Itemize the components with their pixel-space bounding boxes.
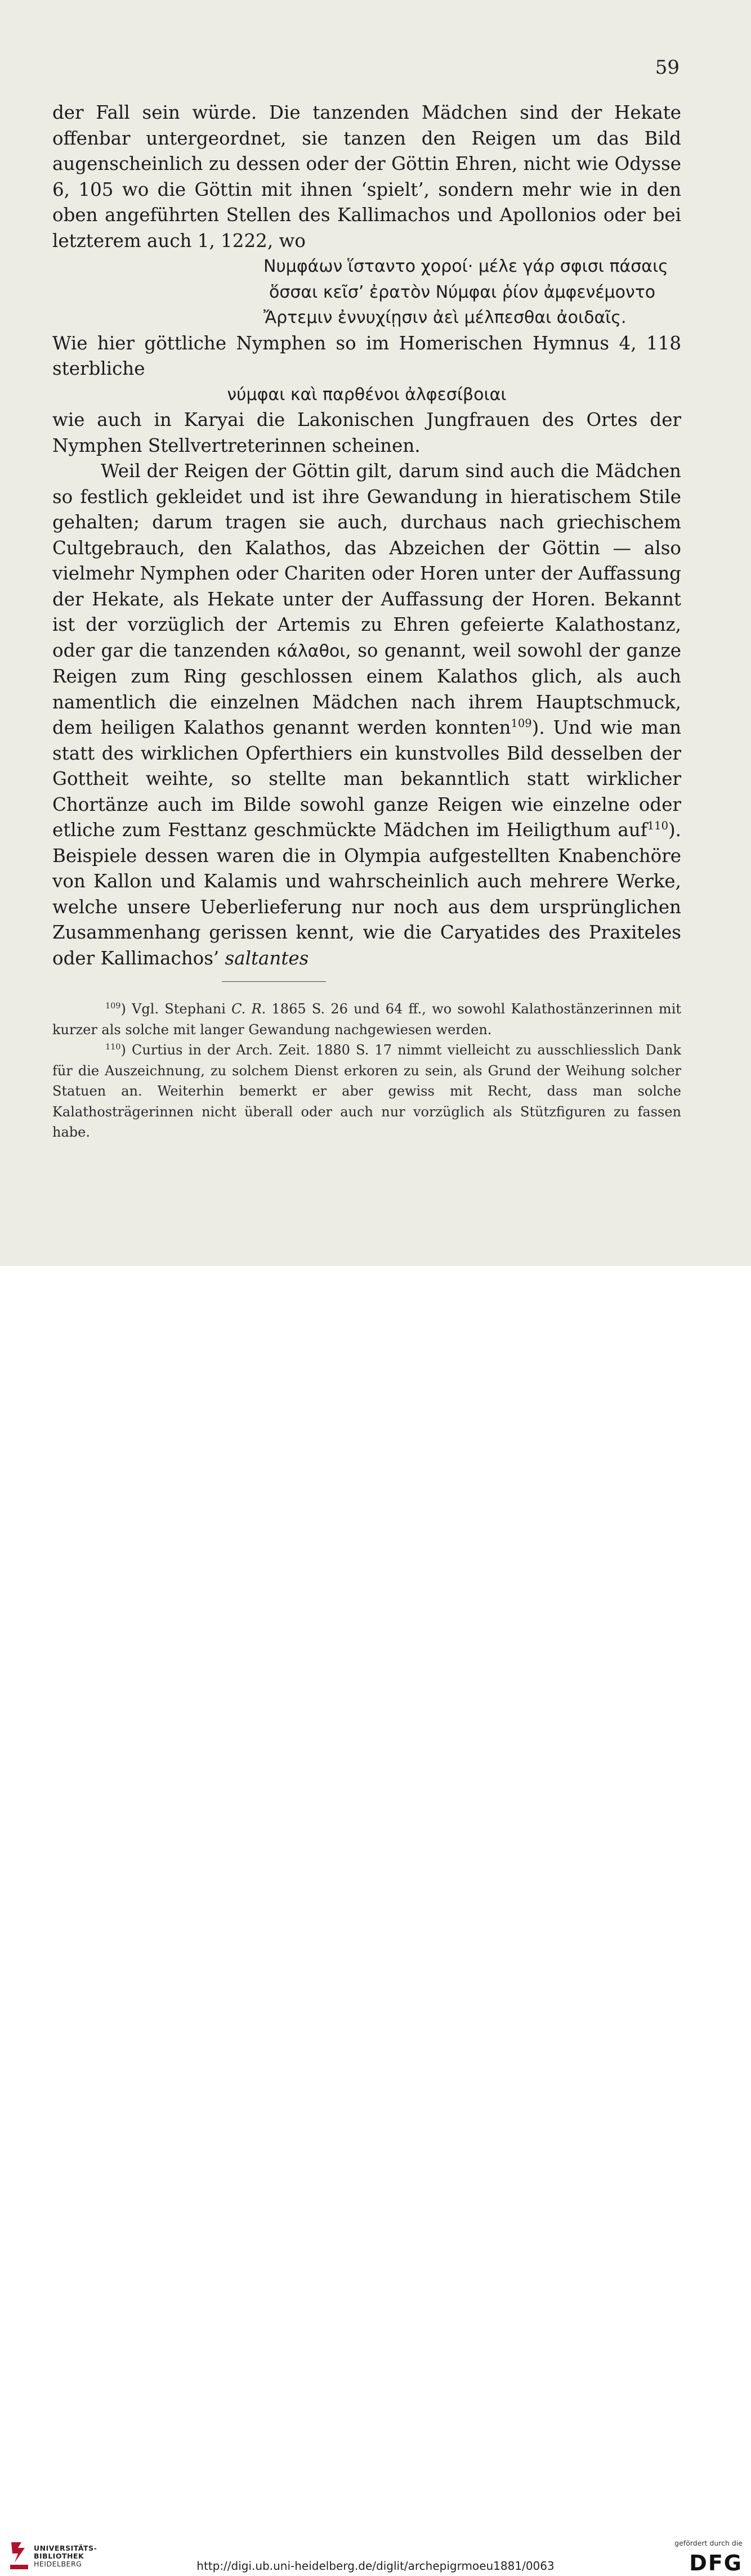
footnotes bbox=[52, 999, 681, 1143]
paragraph-4-part-b: , so genannt, weil sowohl der ganze Reigen zum Ring geschlossen einem Kalathos glich, als auch namentlich die einzelnen Mädchen nach ihrem Hauptschmuck, dem heiligen Kalathos genannt werden konnten bbox=[52, 639, 681, 738]
italic-word-saltantes: saltantes bbox=[225, 947, 309, 969]
paragraph-2: Wie hier göttliche Nymphen so im Homerischen Hymnus 4, 118 sterbliche bbox=[52, 332, 681, 379]
paragraph-4 bbox=[52, 459, 681, 971]
footnote-ref-110[interactable]: 110 bbox=[647, 819, 668, 833]
page-number: 59 bbox=[655, 56, 680, 79]
funded-by-label: gefördert durch die bbox=[674, 2539, 743, 2547]
verse-line-3: Ἄρτεμιν ἐννυχίῃσιν ἀεὶ μέλπεσθαι ἀοιδαῖς. bbox=[263, 308, 627, 327]
library-line-3: HEIDELBERG bbox=[34, 2560, 82, 2568]
scanned-page bbox=[0, 0, 751, 1266]
viewer-footer bbox=[0, 1266, 751, 2575]
library-line-1: UNIVERSITÄTS- bbox=[34, 2544, 97, 2552]
footnote-ref-109[interactable]: 109 bbox=[511, 717, 532, 730]
permalink-url[interactable]: http://digi.ub.uni-heidelberg.de/diglit/archepigrmoeu1881/0063 bbox=[196, 2559, 555, 2573]
footnote-109 bbox=[52, 999, 681, 1040]
greek-verse-quote bbox=[52, 254, 681, 331]
verse-line-2: ὅσσαι κεῖσ’ ἐρατὸν Νύμφαι ῥίον ἀμφενέμοντο bbox=[269, 282, 656, 302]
dfg-logo: DFG bbox=[689, 2551, 743, 2575]
greek-word-kalathoi: κάλαθοι bbox=[276, 641, 346, 661]
footnote-110 bbox=[52, 1040, 681, 1143]
paragraph-4-part-a: Weil der Reigen der Göttin gilt, darum sind auch die Mädchen so festlich gekleidet und ist ihre Gewandung in hieratischem Stile gehalten; darum tragen sie auch, durchaus nach griechischem Cultgebrauch, den Kalathos, das Abzeichen der Göttin — also vielmehr Nymphen oder Chariten oder Horen unter der Auffassung der Hekate, als Hekate unter der Auffassung der Horen. Bekannt ist der vorzüglich der Artemis zu Ehren gefeierte Kalathostanz, oder gar die tanzenden bbox=[52, 460, 681, 661]
footnote-109-italic: C. R. bbox=[231, 1001, 266, 1017]
paragraph-4-part-c: ). Und wie man statt des wirklichen Opferthiers ein kunstvolles Bild desselben der Gottheit weihte, so stellte man bekanntlich statt wirklicher Chortänze auch im Bilde sowohl ganze Reigen wie einzelne oder etliche zum Festtanz geschmückte Mädchen im Heiligthum auf bbox=[52, 717, 682, 841]
footnote-number-109: 109 bbox=[105, 1002, 121, 1011]
footnote-number-110: 110 bbox=[105, 1043, 121, 1052]
main-text bbox=[52, 100, 681, 971]
footnote-110-text: ) Curtius in der Arch. Zeit. 1880 S. 17 nimmt vielleicht zu ausschliesslich Dank für die Auszeichnung, zu solchem Dienst erkoren zu sein, als Grund der Weihung solcher Statuen an. Weiterhin bemerkt er aber gewiss mit Recht, dass man solche Kalathosträgerinnen nicht überall oder auch nur vorzüglich als Stützfiguren zu fassen habe. bbox=[52, 1042, 681, 1140]
footnote-109-text-b: 1865 S. 26 und 64 ff., wo sowohl Kalathostänzerinnen mit kurzer als solche mit langer Gewandung nachgewiesen werden. bbox=[52, 1001, 682, 1038]
footnote-109-text-a: ) Vgl. Stephani bbox=[120, 1001, 232, 1017]
paragraph-3: wie auch in Karyai die Lakonischen Jungfrauen des Ortes der Nymphen Stellvertreterinnen scheinen. bbox=[52, 409, 681, 456]
paragraph-1: der Fall sein würde. Die tanzenden Mädchen sind der Hekate offenbar untergeordnet, sie tanzen den Reigen um das Bild augenscheinlich zu dessen oder der Göttin Ehren, nicht wie Odysse 6, 105 wo die Göttin mit ihnen ‘spielt’, sondern mehr wie in den oben angeführten Stellen des Kallimachos und Apollonios oder bei letzterem auch 1, 1222, wo bbox=[52, 102, 681, 252]
footnote-divider bbox=[222, 981, 326, 982]
greek-hymn-quote: νύμφαι καὶ παρθένοι ἀλφεσίβοιαι bbox=[227, 384, 507, 405]
library-line-2: BIBLIOTHEK bbox=[34, 2552, 84, 2560]
paragraph-4-part-d: ). Beispiele dessen waren die in Olympia aufgestellten Knabenchöre von Kallon und Kalamis und wahrscheinlich auch mehrere Werke, welche unsere Ueberlieferung nur noch aus dem ursprünglichen Zusammenhang gerissen kennt, wie die Caryatides des Praxiteles oder Kallimachos’ bbox=[52, 819, 681, 969]
verse-line-1: Νυμφάων ἵσταντο χοροί· μέλε γάρ σφισι πάσαις bbox=[263, 257, 668, 276]
